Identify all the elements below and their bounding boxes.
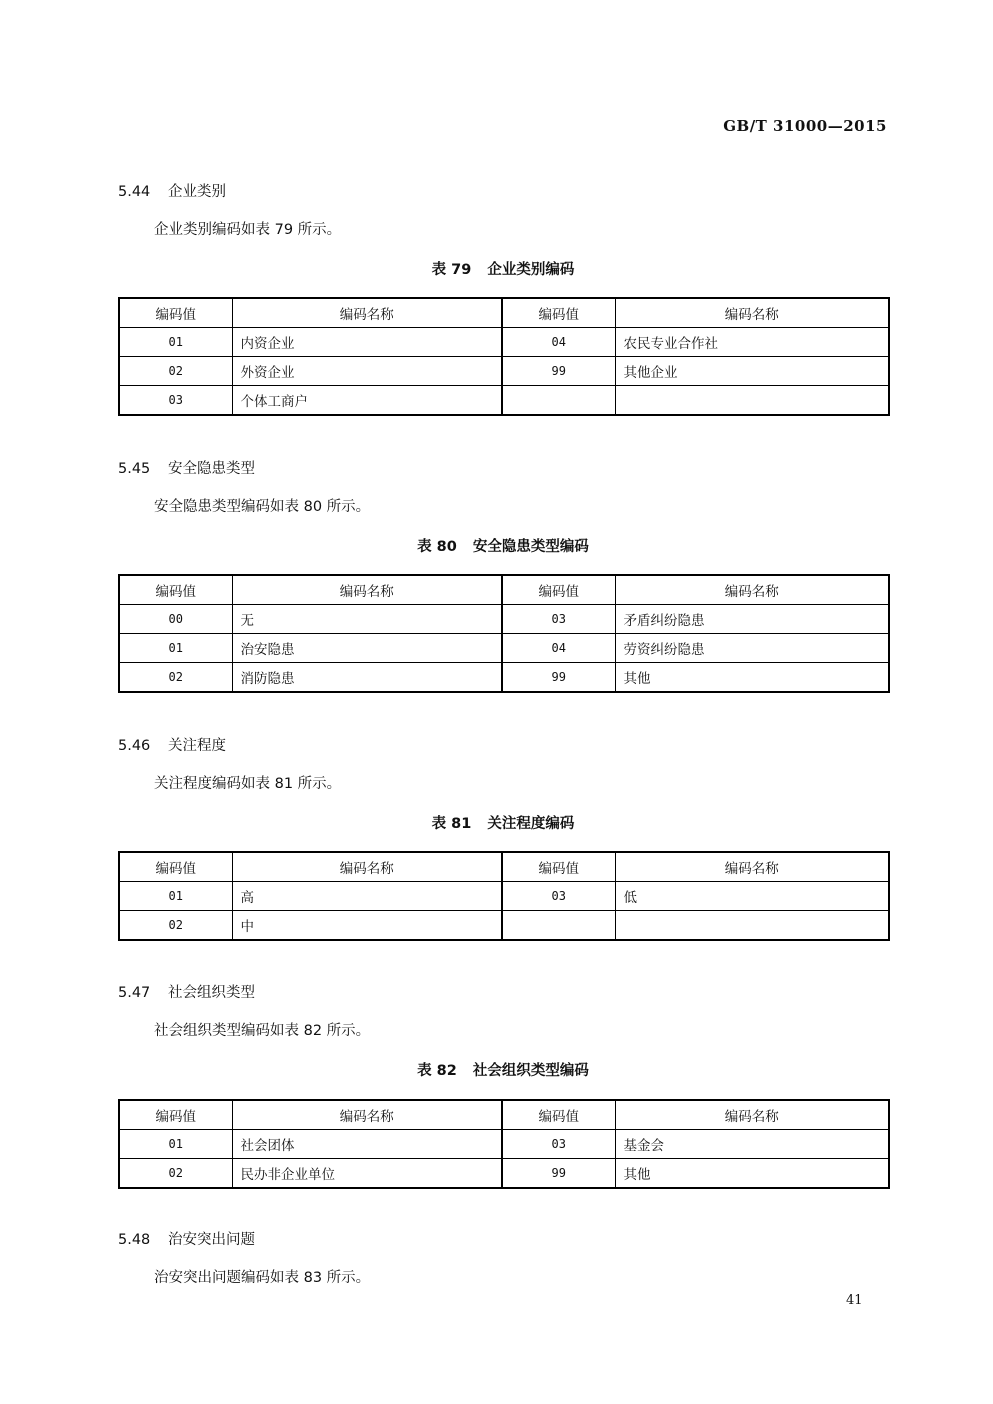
section-intro: 关注程度编码如表 81 所示。 [154,776,342,792]
code-name-cell: 其他 [615,1159,889,1189]
header-code-name: 编码名称 [615,575,889,605]
code-value-cell: 03 [502,1130,615,1159]
header-code-name: 编码名称 [232,1100,502,1130]
code-value-cell [502,386,615,416]
code-name-cell: 消防隐患 [232,663,502,693]
code-name-cell: 矛盾纠纷隐患 [615,605,889,634]
code-value-cell: 02 [119,1159,232,1189]
code-name-cell [615,911,889,941]
code-value-cell: 04 [502,634,615,663]
page-number: 41 [846,1293,863,1308]
table-header-row [119,575,889,605]
header-code-name: 编码名称 [232,575,502,605]
section-title: 关注程度 [168,738,226,754]
code-name-cell: 个体工商户 [232,386,502,416]
code-value-cell: 04 [502,328,615,357]
table-row [119,1130,889,1159]
table-header-row [119,298,889,328]
table-row [119,605,889,634]
table-row [119,634,889,663]
code-value-cell: 00 [119,605,232,634]
code-value-cell: 03 [502,882,615,911]
code-name-cell: 基金会 [615,1130,889,1159]
table-header-row [119,1100,889,1130]
code-name-cell: 社会团体 [232,1130,502,1159]
code-table-82 [118,1099,890,1189]
section-number: 5.46 [118,738,151,754]
table-label: 表 81 [431,816,472,832]
code-name-cell: 民办非企业单位 [232,1159,502,1189]
table-caption-text: 关注程度编码 [487,816,575,832]
table-row [119,328,889,357]
header-code-value: 编码值 [502,298,615,328]
table-caption-81 [118,812,888,833]
code-value-cell: 99 [502,663,615,693]
header-code-name: 编码名称 [615,852,889,882]
section-heading-5-46 [118,734,226,755]
section-intro: 社会组织类型编码如表 82 所示。 [154,1023,371,1039]
header-code-value: 编码值 [119,852,232,882]
table-caption-80 [118,535,888,556]
code-value-cell: 01 [119,1130,232,1159]
code-table-80 [118,574,890,693]
section-title: 安全隐患类型 [168,461,255,477]
header-code-value: 编码值 [502,575,615,605]
section-intro: 企业类别编码如表 79 所示。 [154,222,342,238]
table-row [119,663,889,693]
table-caption-text: 安全隐患类型编码 [472,539,589,555]
code-value-cell: 03 [502,605,615,634]
code-value-cell: 03 [119,386,232,416]
code-value-cell: 02 [119,357,232,386]
code-name-cell: 治安隐患 [232,634,502,663]
code-name-cell: 其他 [615,663,889,693]
code-value-cell: 99 [502,1159,615,1189]
table-caption-text: 社会组织类型编码 [472,1063,589,1079]
table-row [119,386,889,416]
section-number: 5.47 [118,985,151,1001]
table-row [119,357,889,386]
code-value-cell: 01 [119,882,232,911]
code-value-cell: 02 [119,911,232,941]
header-code-value: 编码值 [119,575,232,605]
section-intro: 安全隐患类型编码如表 80 所示。 [154,499,371,515]
section-heading-5-44 [118,180,226,201]
section-heading-5-47 [118,981,255,1002]
code-name-cell: 无 [232,605,502,634]
section-number: 5.48 [118,1232,151,1248]
table-label: 表 80 [417,539,457,555]
code-name-cell: 高 [232,882,502,911]
code-value-cell [502,911,615,941]
code-name-cell: 内资企业 [232,328,502,357]
code-name-cell: 农民专业合作社 [615,328,889,357]
code-name-cell: 其他企业 [615,357,889,386]
code-table-81 [118,851,890,941]
code-name-cell: 劳资纠纷隐患 [615,634,889,663]
table-header-row [119,852,889,882]
code-table-79 [118,297,890,416]
section-title: 企业类别 [168,184,226,200]
header-code-name: 编码名称 [615,1100,889,1130]
section-number: 5.44 [118,184,151,200]
header-code-name: 编码名称 [232,852,502,882]
table-label: 表 82 [417,1063,457,1079]
section-heading-5-45 [118,457,255,478]
code-value-cell: 99 [502,357,615,386]
header-code-name: 编码名称 [232,298,502,328]
section-title: 治安突出问题 [168,1232,255,1248]
table-row [119,882,889,911]
code-name-cell [615,386,889,416]
table-label: 表 79 [431,262,472,278]
code-name-cell: 外资企业 [232,357,502,386]
table-caption-82 [118,1059,888,1080]
section-number: 5.45 [118,461,151,477]
code-value-cell: 02 [119,663,232,693]
header-code-value: 编码值 [119,1100,232,1130]
code-name-cell: 低 [615,882,889,911]
table-caption-text: 企业类别编码 [487,262,575,278]
header-code-value: 编码值 [502,852,615,882]
code-value-cell: 01 [119,634,232,663]
section-title: 社会组织类型 [168,985,255,1001]
header-code-value: 编码值 [502,1100,615,1130]
table-row [119,911,889,941]
table-row [119,1159,889,1189]
code-name-cell: 中 [232,911,502,941]
section-intro: 治安突出问题编码如表 83 所示。 [154,1270,371,1286]
standard-code: GB/T 31000—2015 [723,117,887,135]
header-code-value: 编码值 [119,298,232,328]
header-code-name: 编码名称 [615,298,889,328]
code-value-cell: 01 [119,328,232,357]
section-heading-5-48 [118,1228,255,1249]
table-caption-79 [118,258,888,279]
